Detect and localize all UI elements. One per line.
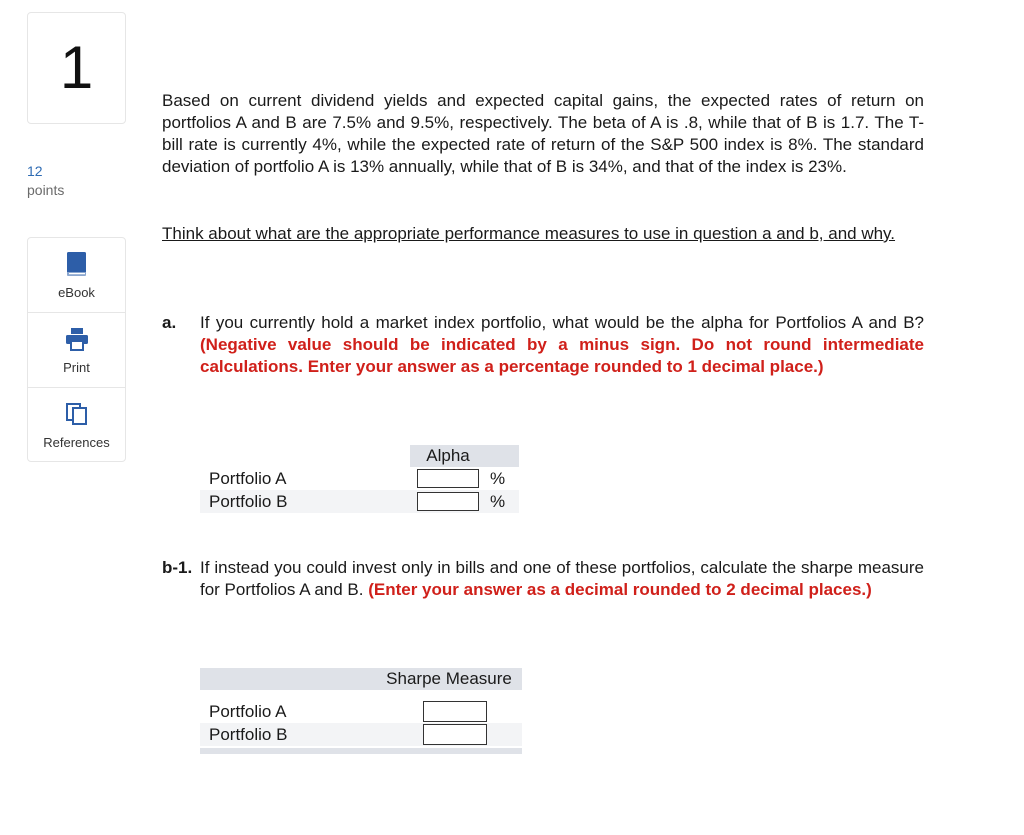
ebook-button[interactable] — [28, 238, 125, 313]
prompt-paragraph: Think about what are the appropriate performance measures to use in question a and b, and why. — [162, 224, 896, 243]
print-button[interactable] — [28, 313, 125, 388]
points-value: 12 — [27, 163, 43, 179]
alpha-input-portfolio-a[interactable] — [417, 469, 479, 488]
table-row — [200, 723, 522, 746]
intro-paragraph: Based on current dividend yields and expected capital gains, the expected rates of return on portfolios A and B are 7.5% and 9.5%, respectively. The beta of A is .8, while that of B is 1.7. The T-bill rate is currently 4%, while the expected rate of return of the S&P 500 index is 8%. The standard deviation of portfolio A is 13% annually, while that of B is 34%, and that of the index is 23%. — [162, 91, 924, 176]
ebook-label: eBook — [58, 285, 95, 300]
alpha-input-portfolio-b[interactable] — [417, 492, 479, 511]
part-a-label: a. — [162, 313, 177, 332]
ebook-icon — [64, 251, 90, 277]
references-icon — [64, 401, 90, 427]
sharpe-header: Sharpe Measure — [376, 668, 522, 690]
alpha-unit-a: % — [490, 468, 506, 488]
references-label: References — [43, 435, 110, 450]
part-b1-text: If instead you could invest only in bills and one of these portfolios, calculate the sharpe measure for Portfolios A and B. — [200, 558, 924, 599]
question-number: 1 — [59, 34, 94, 101]
tools-panel — [27, 237, 126, 462]
part-b1-label: b-1. — [162, 558, 193, 577]
table-footer-bar — [200, 748, 522, 754]
part-b1 — [162, 557, 924, 601]
part-a-text: If you currently hold a market index portfolio, what would be the alpha for Portfolios A and B? — [200, 313, 924, 332]
points-info — [27, 162, 64, 200]
alpha-row-label-a: Portfolio A — [209, 468, 287, 488]
sharpe-table — [200, 668, 522, 746]
alpha-header: Alpha — [410, 445, 486, 467]
table-row — [200, 700, 522, 723]
part-b1-instruction: (Enter your answer as a decimal rounded to 2 decimal places.) — [368, 580, 872, 599]
print-icon — [64, 326, 90, 352]
alpha-row-label-b: Portfolio B — [200, 490, 410, 513]
print-label: Print — [63, 360, 90, 375]
references-button[interactable] — [28, 388, 125, 463]
table-row — [200, 490, 519, 513]
points-label: points — [27, 182, 65, 198]
question-number-box — [27, 12, 126, 124]
part-a — [162, 312, 924, 378]
sharpe-input-portfolio-a[interactable] — [423, 701, 487, 722]
sharpe-row-label-a: Portfolio A — [209, 701, 287, 721]
table-row — [200, 467, 519, 490]
alpha-unit-b: % — [486, 490, 519, 513]
part-a-instruction: (Negative value should be indicated by a minus sign. Do not round intermediate calculations. Enter your answer as a percentage rounded to 1 decimal place.) — [200, 335, 924, 376]
sharpe-row-label-b: Portfolio B — [200, 723, 376, 746]
alpha-table — [200, 445, 519, 513]
sharpe-input-portfolio-b[interactable] — [423, 724, 487, 745]
